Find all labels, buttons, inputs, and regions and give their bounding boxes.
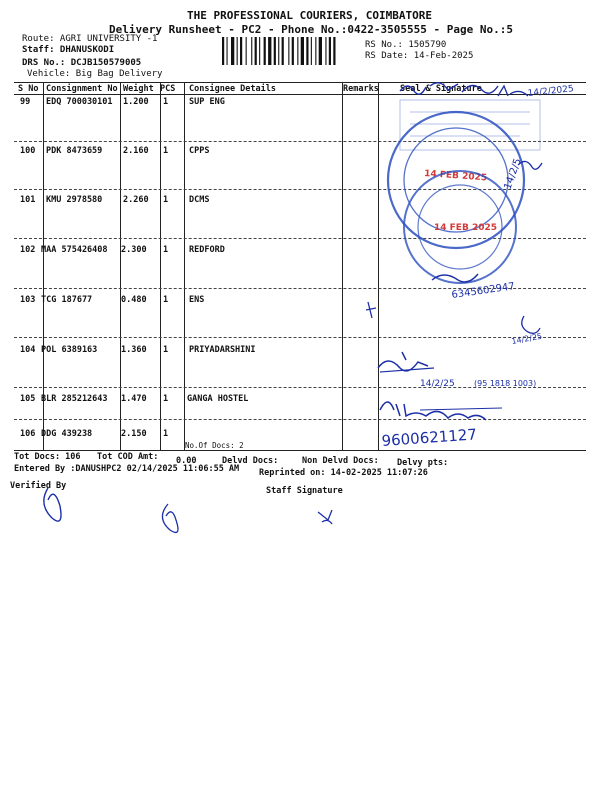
cell-consignment: EDQ 700030101	[46, 97, 113, 107]
barcode-bar	[259, 37, 260, 65]
cell-consignment: BLR 285212643	[41, 394, 108, 404]
cell-pcs: 1	[163, 295, 169, 305]
cell-consignee: PRIYADARSHINI	[189, 345, 256, 355]
col-header-seal-signature: Seal & Signature	[400, 84, 482, 94]
barcode-bar	[278, 37, 279, 65]
tot-docs: Tot Docs: 106	[14, 452, 81, 462]
handwritten-phone-106: 9600621127	[381, 425, 478, 450]
row-divider	[14, 288, 586, 289]
cell-sno: 99	[20, 97, 31, 107]
barcode-bar	[240, 37, 242, 65]
signature-scribble	[432, 274, 478, 282]
barcode-bar	[222, 37, 224, 65]
signature-scribble	[366, 302, 376, 318]
col-header-sno: S No	[18, 84, 39, 94]
entered-by: Entered By :DANUSHPC2 02/14/2025 11:06:55 AM	[14, 464, 240, 474]
cell-consignee: GANGA HOSTEL	[187, 394, 249, 404]
handwritten-date-100: 14/2/5	[502, 157, 524, 192]
cell-weight: 2.260	[123, 195, 149, 205]
col-header-weight: Weight	[123, 84, 154, 94]
verified-by-label: Verified By	[10, 481, 67, 491]
barcode-bar	[274, 37, 276, 65]
cell-sno: 101	[20, 195, 36, 205]
row-divider	[14, 387, 586, 388]
route-label: Route: AGRI UNIVERSITY -1	[22, 34, 158, 44]
vehicle-label: Vehicle: Big Bag Delivery	[27, 69, 163, 79]
col-divider	[378, 82, 379, 450]
cell-consignee: CPPS	[189, 146, 210, 156]
cell-pcs: 1	[163, 394, 169, 404]
cell-sno: 100	[20, 146, 36, 156]
barcode-bar	[333, 37, 335, 65]
cell-pcs: 1	[163, 245, 169, 255]
cell-consignment: KMU 2978580	[46, 195, 103, 205]
strike-stroke	[420, 408, 502, 410]
barcode-bar	[227, 37, 228, 65]
barcode-bar	[255, 37, 257, 65]
barcode-bar	[231, 37, 234, 65]
col-divider	[184, 82, 185, 450]
col-header-remarks: Remarks	[343, 84, 379, 94]
table-header-rule	[14, 94, 586, 95]
row-divider	[14, 419, 586, 420]
non-delvd-docs: Non Delvd Docs:	[302, 456, 379, 466]
table-bottom-rule	[14, 450, 586, 451]
no-of-docs: No.Of Docs: 2	[185, 441, 244, 450]
barcode-bar	[311, 37, 312, 65]
rs-date: RS Date: 14-Feb-2025	[365, 51, 474, 61]
cell-pcs: 1	[163, 146, 169, 156]
reprinted-on: Reprinted on: 14-02-2025 11:07:26	[259, 468, 428, 478]
faint-stamp	[400, 100, 540, 150]
stamp-date-1: 14 FEB 2025	[423, 169, 488, 184]
cell-consignment: MAA 575426408	[41, 245, 108, 255]
col-divider	[160, 82, 161, 450]
cell-weight: 2.300	[121, 245, 147, 255]
cell-consignee: REDFORD	[189, 245, 225, 255]
barcode-bar	[301, 37, 304, 65]
barcode-bar	[251, 37, 252, 65]
cell-pcs: 1	[163, 97, 169, 107]
delvy-pts: Delvy pts:	[397, 458, 449, 468]
table-top-rule	[14, 82, 586, 83]
col-divider	[342, 82, 343, 450]
drs-number: DRS No.: DCJB150579005	[22, 58, 142, 68]
tot-cod-label: Tot COD Amt:	[97, 452, 159, 462]
runsheet-subtitle: Delivery Runsheet - PC2 - Phone No.:0422-3505555 - Page No.:5	[109, 23, 513, 36]
cell-consignment: POL 6389163	[41, 345, 98, 355]
cell-pcs: 1	[163, 345, 169, 355]
col-header-pcs: PCS	[160, 84, 176, 94]
staff-signature-label: Staff Signature	[266, 486, 343, 496]
row-divider	[14, 238, 586, 239]
row-divider	[14, 189, 586, 190]
col-header-consignee: Consignee Details	[189, 84, 276, 94]
cell-consignment: DDG 439238	[41, 429, 93, 439]
drs-barcode	[222, 37, 357, 65]
col-header-consignment: Consignment No	[46, 84, 118, 94]
tot-cod-value: 0.00	[176, 456, 197, 466]
company-name: THE PROFESSIONAL COURIERS, COIMBATORE	[187, 9, 433, 22]
signature-scribble	[378, 352, 428, 371]
stamp-date-2: 14 FEB 2025	[434, 223, 497, 233]
handwritten-date-top: 14/2/2025	[527, 84, 575, 99]
barcode-bar	[237, 37, 238, 65]
barcode-bar	[246, 37, 247, 65]
cell-sno: 106	[20, 429, 36, 439]
cell-consignee: DCMS	[189, 195, 210, 205]
cell-consignee: ENS	[189, 295, 205, 305]
cell-sno: 105	[20, 394, 36, 404]
cell-weight: 1.200	[123, 97, 149, 107]
barcode-bar	[319, 37, 322, 65]
handwritten-phone-104: (95 1818 1003)	[474, 379, 537, 388]
cell-weight: 0.480	[121, 295, 147, 305]
barcode-bar	[292, 37, 294, 65]
cell-consignee: SUP ENG	[189, 97, 225, 107]
round-office-stamp	[404, 171, 516, 283]
cell-weight: 1.470	[121, 394, 147, 404]
verifier-signature	[162, 504, 178, 532]
barcode-bar	[288, 37, 289, 65]
handwritten-phone-1: 6345602947	[450, 281, 516, 301]
cell-weight: 1.360	[121, 345, 147, 355]
barcode-bar	[306, 37, 308, 65]
cell-sno: 104	[20, 345, 36, 355]
cell-pcs: 1	[163, 195, 169, 205]
round-office-stamp	[388, 112, 524, 248]
signature-scribble	[518, 161, 542, 169]
barcode-bar	[329, 37, 331, 65]
row-divider	[14, 337, 586, 338]
signature-scribble	[380, 402, 486, 420]
cell-pcs: 1	[163, 429, 169, 439]
underline-stroke	[380, 368, 434, 372]
verifier-signature	[44, 488, 61, 521]
cell-weight: 2.160	[123, 146, 149, 156]
cell-weight: 2.150	[121, 429, 147, 439]
delvd-docs: Delvd Docs:	[222, 456, 279, 466]
barcode-bar	[282, 37, 284, 65]
signature-scribble	[522, 316, 540, 333]
barcode-bar	[315, 37, 316, 65]
cell-sno: 102	[20, 245, 36, 255]
barcode-bar	[268, 37, 271, 65]
handwritten-date-104: 14/2/25	[420, 379, 455, 389]
staff-label: Staff: DHANUSKODI	[22, 45, 115, 55]
cell-sno: 103	[20, 295, 36, 305]
row-divider	[14, 141, 586, 142]
cell-consignment: PDK 8473659	[46, 146, 103, 156]
rs-number: RS No.: 1505790	[365, 40, 447, 50]
staff-signature	[318, 510, 332, 524]
barcode-bar	[325, 37, 326, 65]
cell-consignment: TCG 187677	[41, 295, 93, 305]
barcode-bar	[297, 37, 298, 65]
barcode-bar	[264, 37, 266, 65]
handwritten-date-103: 14/2/25	[510, 331, 543, 346]
